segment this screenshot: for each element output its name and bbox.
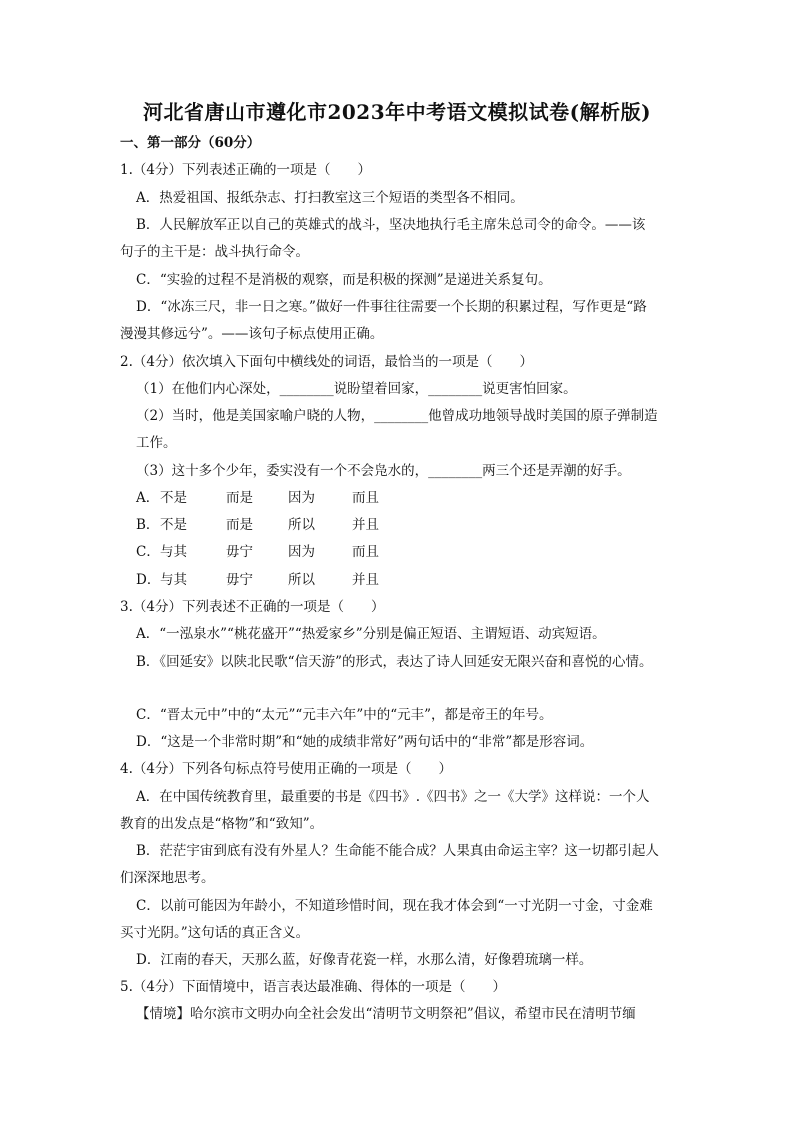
option-word: 不是 [160, 517, 187, 533]
question-1-option-a: A．热爱祖国、报纸杂志、打扫教室这三个短语的类型各不相同。 [136, 190, 524, 206]
question-5-context: 【情境】哈尔滨市文明办向全社会发出“清明节文明祭祀”倡议，希望市民在清明节缅 [136, 1006, 636, 1022]
option-word: 而是 [226, 517, 253, 533]
option-word: 因为 [288, 544, 315, 560]
option-word: 与其 [160, 572, 187, 588]
question-4-option-b-cont: 们深深地思考。 [120, 870, 215, 886]
question-3-stem: 3.（4分）下列表述不正确的一项是（ ） [120, 599, 385, 615]
option-word: 与其 [160, 544, 187, 560]
question-2-option-c [136, 543, 379, 561]
option-word: 毋宁 [226, 544, 253, 560]
option-word: 所以 [288, 572, 315, 588]
option-label: B． [136, 517, 160, 533]
section-heading: 一、第一部分（60分） [120, 135, 261, 151]
option-word: 并且 [352, 572, 379, 588]
question-4-option-c: C．以前可能因为年龄小，不知道珍惜时间，现在我才体会到“一寸光阴一寸金，寸金难 [136, 898, 653, 914]
option-word: 并且 [352, 517, 379, 533]
option-label: D． [136, 572, 161, 588]
question-3-option-b: B．《回延安》以陕北民歌“信天游”的形式，表达了诗人回延安无限兴奋和喜悦的心情。 [136, 654, 653, 670]
option-word: 而且 [352, 544, 379, 560]
question-3-option-c: C．“晋太元中”中的“太元”“元丰六年”中的“元丰”，都是帝王的年号。 [136, 707, 553, 723]
question-5-stem: 5.（4分）下面情境中，语言表达最准确、得体的一项是（ ） [120, 979, 506, 995]
question-4-option-b: B．茫茫宇宙到底有没有外星人？生命能不能合成？人果真由命运主宰？这一切都引起人 [136, 843, 659, 859]
question-3-option-d: D．“这是一个非常时期”和“她的成绩非常好”两句话中的“非常”都是形容词。 [136, 734, 594, 750]
option-label: A． [136, 490, 160, 506]
question-2-sentence-1: （1）在他们内心深处，________说盼望着回家，________说更害怕回家。 [136, 381, 577, 397]
option-label: C． [136, 544, 160, 560]
question-1-stem: 1.（4分）下列表述正确的一项是（ ） [120, 162, 371, 178]
question-4-option-d: D．江南的春天，天那么蓝，好像青花瓷一样，水那么清，好像碧琉璃一样。 [136, 952, 593, 968]
question-1-option-c: C．“实验的过程不是消极的观察，而是积极的探测”是递进关系复句。 [136, 272, 552, 288]
question-2-stem: 2.（4分）依次填入下面句中横线处的词语，最恰当的一项是（ ） [120, 354, 533, 370]
question-2-option-d [136, 571, 379, 589]
question-1-option-b-cont: 句子的主干是：战斗执行命令。 [120, 244, 309, 260]
question-1-option-b: B．人民解放军正以自己的英雄式的战斗，坚决地执行毛主席朱总司令的命令。——该 [136, 217, 646, 233]
question-2-sentence-3: （3）这十多个少年，委实没有一个不会凫水的，________两三个还是弄潮的好手。 [136, 463, 631, 479]
question-4-option-a-cont: 教育的出发点是“格物”和“致知”。 [120, 816, 324, 832]
option-word: 而且 [352, 490, 379, 506]
question-2-sentence-2-cont: 工作。 [136, 435, 177, 451]
question-3-option-a: A．“一泓泉水”“桃花盛开”“热爱家乡”分别是偏正短语、主谓短语、动宾短语。 [136, 626, 606, 642]
question-4-option-c-cont: 买寸光阴。”这句话的真正含义。 [120, 925, 310, 941]
option-word: 不是 [160, 490, 187, 506]
question-1-option-d: D．“冰冻三尺，非一日之寒。”做好一件事往往需要一个长期的积累过程，写作更是“路 [136, 299, 647, 315]
question-2-sentence-2: （2）当时，他是美国家喻户晓的人物，________他曾成功地领导战时美国的原子弹制造 [136, 408, 658, 424]
question-4-option-a: A．在中国传统教育里，最重要的书是《四书》.《四书》之一《大学》这样说：一个人 [136, 789, 650, 805]
option-word: 而是 [226, 490, 253, 506]
question-2-option-a [136, 489, 379, 507]
question-2-option-b [136, 516, 379, 534]
option-word: 因为 [288, 490, 315, 506]
option-word: 毋宁 [226, 572, 253, 588]
option-word: 所以 [288, 517, 315, 533]
question-1-option-d-cont: 漫漫其修远兮”。——该句子标点使用正确。 [120, 326, 384, 342]
page-title: 河北省唐山市遵化市2023年中考语文模拟试卷(解析版) [142, 100, 652, 124]
question-4-stem: 4.（4分）下列各句标点符号使用正确的一项是（ ） [120, 761, 452, 777]
